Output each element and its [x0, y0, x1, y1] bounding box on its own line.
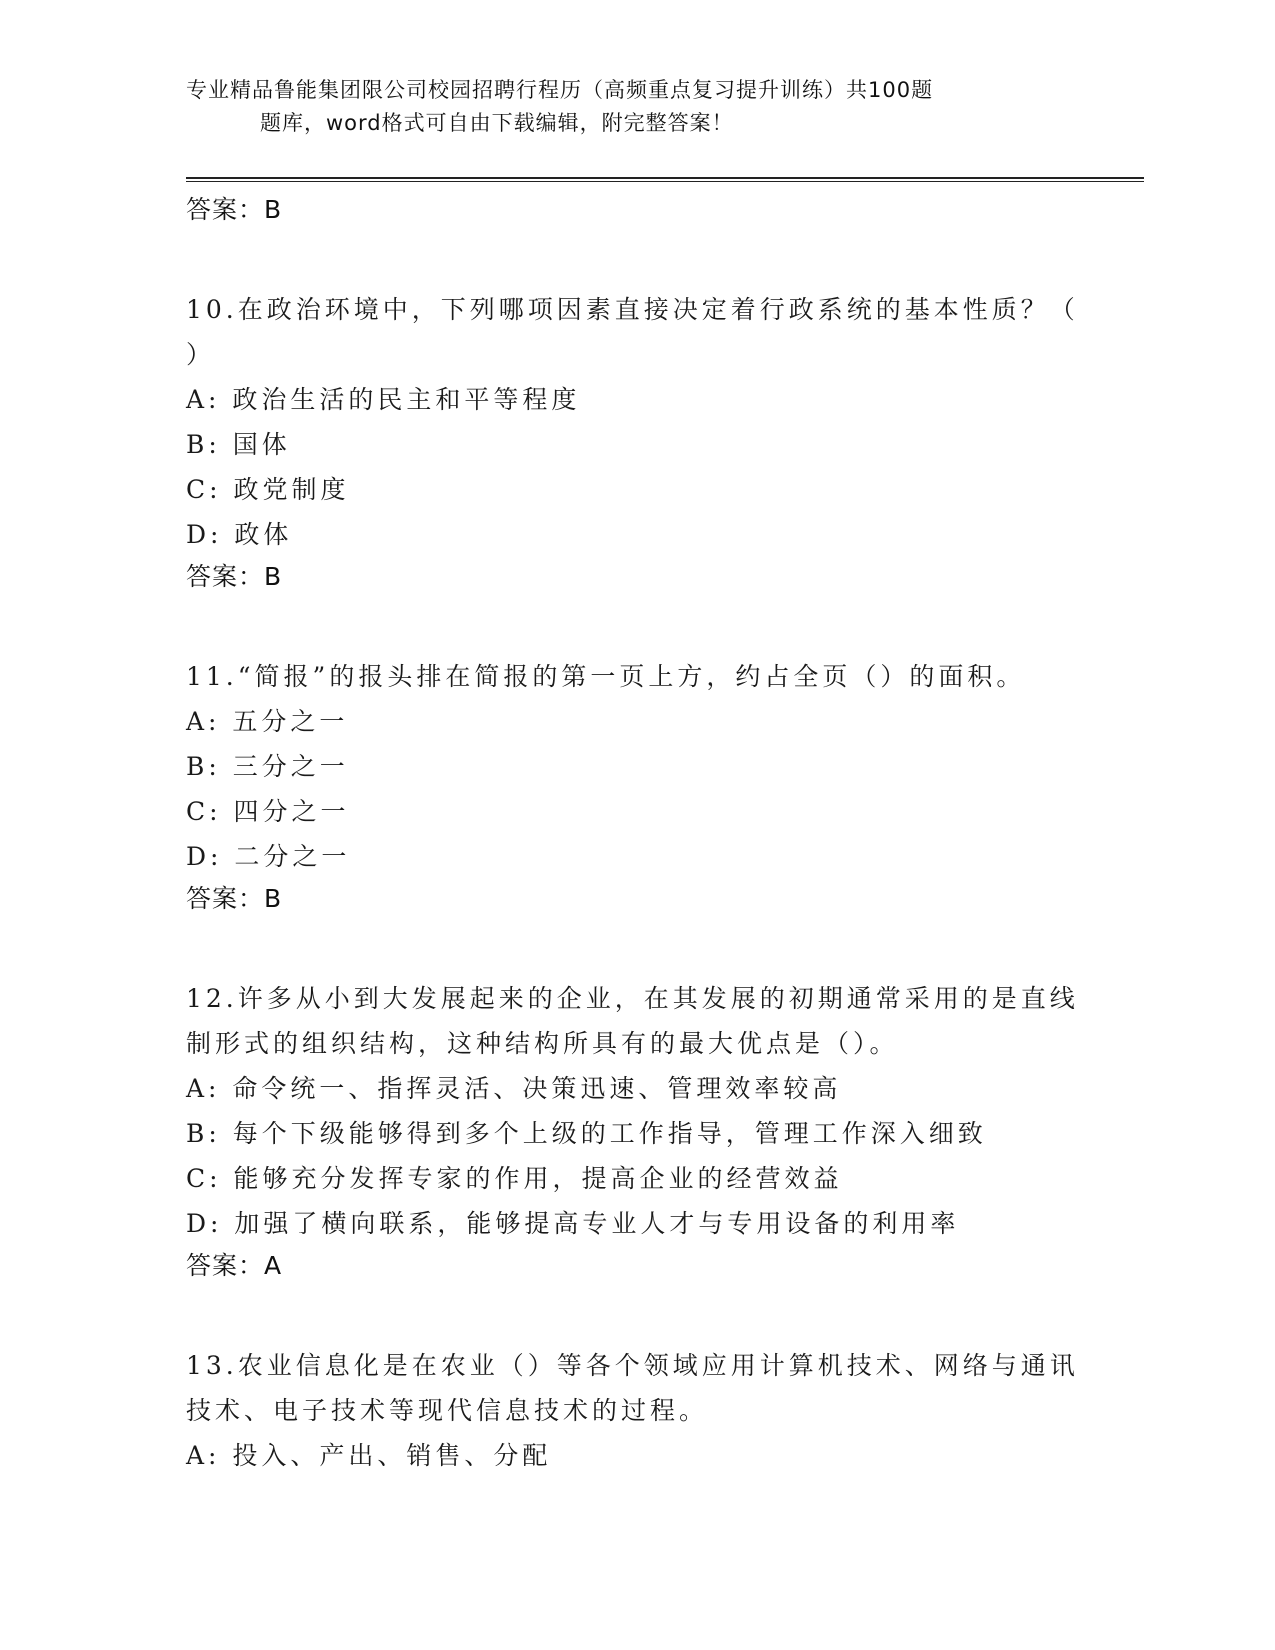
option-c: C: 能够充分发挥专家的作用，提高企业的经营效益: [186, 1164, 843, 1193]
option-a: A: 五分之一: [186, 707, 349, 736]
option-c: C: 四分之一: [186, 797, 350, 826]
answer-line: 答案：B: [186, 884, 283, 913]
option-a: A: 投入、产出、销售、分配: [186, 1441, 552, 1470]
option-b: B: 每个下级能够得到多个上级的工作指导，管理工作深入细致: [186, 1119, 987, 1148]
answer-line: 答案：A: [186, 1251, 283, 1280]
option-c: C: 政党制度: [186, 475, 350, 504]
option-b: B: 国体: [186, 430, 291, 459]
question-list: [186, 190, 1086, 1478]
question-stem-line: 技术、电子技术等现代信息技术的过程。: [186, 1396, 709, 1425]
question-block-12: [186, 976, 1086, 1286]
question-block-11: [186, 654, 1086, 919]
question-stem-line: 12.许多从小到大发展起来的企业，在其发展的初期通常采用的是直线: [186, 984, 1079, 1013]
header-line-2: 题库，word格式可自由下载编辑，附完整答案！: [260, 111, 734, 135]
question-stem-line: 13.农业信息化是在农业（）等各个领域应用计算机技术、网络与通讯: [186, 1351, 1079, 1380]
option-b: B: 三分之一: [186, 752, 349, 781]
spacer: [186, 1286, 1086, 1343]
option-a: A: 政治生活的民主和平等程度: [186, 385, 581, 414]
answer-line: 答案：B: [186, 562, 283, 591]
header-divider-thin: [186, 181, 1144, 182]
option-d: D: 加强了横向联系，能够提高专业人才与专用设备的利用率: [186, 1209, 960, 1238]
spacer: [186, 230, 1086, 287]
option-d: D: 政体: [186, 520, 293, 549]
question-stem-line: 制形式的组织结构，这种结构所具有的最大优点是（）。: [186, 1029, 899, 1058]
header-line-1: 专业精品鲁能集团限公司校园招聘行程历（高频重点复习提升训练）共100题: [186, 78, 934, 102]
answer-line: 答案：B: [186, 195, 283, 224]
question-block-10: [186, 287, 1086, 597]
question-block-13: [186, 1343, 1086, 1478]
question-stem-line: 11.“简报”的报头排在简报的第一页上方，约占全页（）的面积。: [186, 662, 1026, 691]
spacer: [186, 919, 1086, 976]
spacer: [186, 597, 1086, 654]
question-stem-line: 10.在政治环境中，下列哪项因素直接决定着行政系统的基本性质？（: [186, 295, 1079, 324]
header-divider-thick: [186, 177, 1144, 179]
option-d: D: 二分之一: [186, 842, 351, 871]
question-stem-line: ）: [186, 340, 216, 369]
option-a: A: 命令统一、指挥灵活、决策迅速、管理效率较高: [186, 1074, 842, 1103]
page-header: [186, 74, 1066, 140]
